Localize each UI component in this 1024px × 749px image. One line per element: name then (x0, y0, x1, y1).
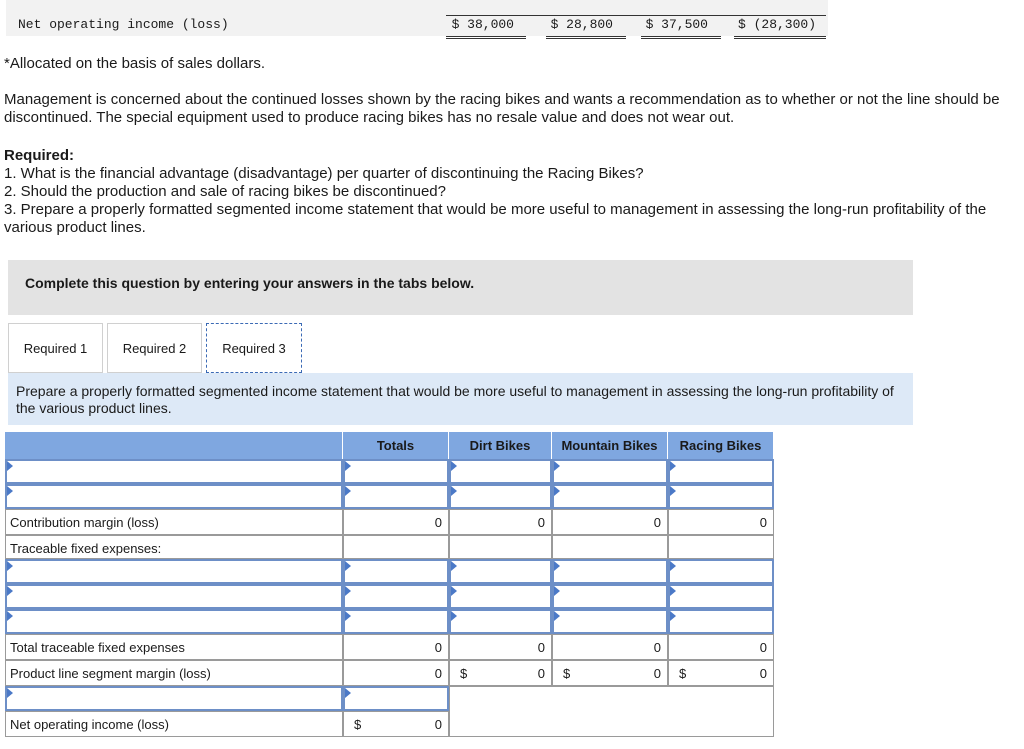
contribution-margin-dirt: 0 (449, 509, 552, 535)
total-traceable-label: Total traceable fixed expenses (5, 634, 343, 660)
total-value (459, 0, 514, 1)
instruction-banner: Prepare a properly formatted segmented income statement that would be more useful to management in assessing the long-run profitability of the various product lines. (8, 373, 913, 425)
currency-symbol: $ (563, 666, 571, 681)
required-heading: Required: (4, 147, 75, 164)
segment-margin-mountain (552, 660, 668, 686)
segment-margin-mountain-value: 0 (653, 666, 661, 681)
contribution-margin-totals: 0 (343, 509, 449, 535)
net-operating-income-row (6, 16, 828, 36)
currency-symbol: $ (679, 666, 687, 681)
header-mountain-bikes: Mountain Bikes (552, 432, 668, 459)
header-totals: Totals (343, 432, 449, 459)
dirt-bikes-input[interactable] (449, 484, 552, 509)
double-underline (546, 36, 626, 39)
segment-margin-label: Product line segment margin (loss) (5, 660, 343, 686)
totals-input[interactable] (343, 686, 449, 711)
tab-required-3[interactable]: Required 3 (206, 323, 302, 373)
mountain-bikes-input[interactable] (552, 559, 668, 584)
total-traceable-totals: 0 (343, 634, 449, 660)
dirt-bikes-input[interactable] (449, 609, 552, 634)
mountain-value: $ 37,500 (645, 17, 708, 32)
contribution-margin-racing: 0 (668, 509, 774, 535)
required-item-2: 2. Should the production and sale of racing bikes be discontinued? (4, 183, 446, 200)
mountain-bikes-input[interactable] (552, 609, 668, 634)
dirt-bikes-input[interactable] (449, 559, 552, 584)
traceable-expense-label-input[interactable] (5, 609, 343, 634)
complete-prompt: Complete this question by entering your answers in the tabs below. (25, 275, 475, 291)
segment-margin-dirt-value: 0 (537, 666, 545, 681)
currency-symbol: $ (460, 666, 468, 681)
footnote: *Allocated on the basis of sales dollars. (4, 55, 265, 72)
racing-bikes-input[interactable] (668, 459, 774, 484)
racing-bikes-input[interactable] (668, 559, 774, 584)
traceable-expense-label-input[interactable] (5, 584, 343, 609)
contribution-margin-label: Contribution margin (loss) (5, 509, 343, 535)
blank-area (449, 686, 774, 737)
totals-input[interactable] (343, 584, 449, 609)
traceable-fixed-expenses-label: Traceable fixed expenses: (5, 535, 343, 559)
total-fixed-expenses-row (6, 0, 828, 16)
racing-bikes-input[interactable] (668, 609, 774, 634)
tab-required-2[interactable]: Required 2 (107, 323, 202, 373)
required-item-3: 3. Prepare a properly formatted segmented income statement that would be more useful to management in assessing the long-run profitability of the various product lines. (4, 201, 987, 236)
tab-required-1[interactable]: Required 1 (8, 323, 103, 373)
mountain-value (653, 0, 708, 1)
segment-margin-racing-value: 0 (759, 666, 767, 681)
racing-bikes-input[interactable] (668, 484, 774, 509)
total-value: $ 38,000 (451, 17, 514, 32)
total-traceable-racing: 0 (668, 634, 774, 660)
mountain-bikes-input[interactable] (552, 459, 668, 484)
totals-input[interactable] (343, 459, 449, 484)
total-traceable-dirt: 0 (449, 634, 552, 660)
header-blank (5, 432, 343, 459)
double-underline (446, 36, 526, 39)
blank-cell (668, 535, 774, 559)
management-text: Management is concerned about the continued losses shown by the racing bikes and wants a recommendation as to whether or not the line should be discontinued. The special equipment used to produce racing bikes has no resale value and does not wear out. (4, 91, 1000, 126)
racing-value (761, 0, 816, 1)
segment-margin-totals-value: 0 (434, 666, 442, 681)
net-operating-income-label: Net operating income (loss) (5, 711, 343, 737)
currency-symbol: $ (354, 717, 362, 732)
header-racing-bikes: Racing Bikes (668, 432, 774, 459)
net-operating-income-value: 0 (434, 717, 442, 732)
racing-value: $ (28,300) (737, 17, 816, 32)
total-traceable-mountain: 0 (552, 634, 668, 660)
segment-margin-racing (668, 660, 774, 686)
row-label (18, 0, 174, 1)
net-operating-income-totals (343, 711, 449, 737)
traceable-expense-label-input[interactable] (5, 559, 343, 584)
line-item-label-input[interactable] (5, 484, 343, 509)
dirt-value: $ 28,800 (550, 17, 613, 32)
required-item-1: 1. What is the financial advantage (disadvantage) per quarter of discontinuing the Racing Bikes? (4, 165, 644, 182)
totals-input[interactable] (343, 559, 449, 584)
mountain-bikes-input[interactable] (552, 484, 668, 509)
required-section (4, 147, 1004, 237)
dirt-value (558, 0, 613, 1)
dirt-bikes-input[interactable] (449, 459, 552, 484)
double-underline (734, 36, 826, 39)
mountain-bikes-input[interactable] (552, 584, 668, 609)
totals-input[interactable] (343, 484, 449, 509)
row-label: Net operating income (loss) (18, 17, 229, 32)
blank-cell (449, 535, 552, 559)
double-underline (641, 36, 721, 39)
segment-margin-dirt (449, 660, 552, 686)
blank-cell (552, 535, 668, 559)
complete-prompt-box (8, 260, 913, 315)
racing-bikes-input[interactable] (668, 584, 774, 609)
underline (446, 15, 826, 16)
previous-income-statement (6, 0, 828, 38)
line-item-label-input[interactable] (5, 459, 343, 484)
common-fixed-expense-label-input[interactable] (5, 686, 343, 711)
dirt-bikes-input[interactable] (449, 584, 552, 609)
totals-input[interactable] (343, 609, 449, 634)
blank-cell (343, 535, 449, 559)
contribution-margin-mountain: 0 (552, 509, 668, 535)
segment-margin-totals (343, 660, 449, 686)
header-dirt-bikes: Dirt Bikes (449, 432, 552, 459)
